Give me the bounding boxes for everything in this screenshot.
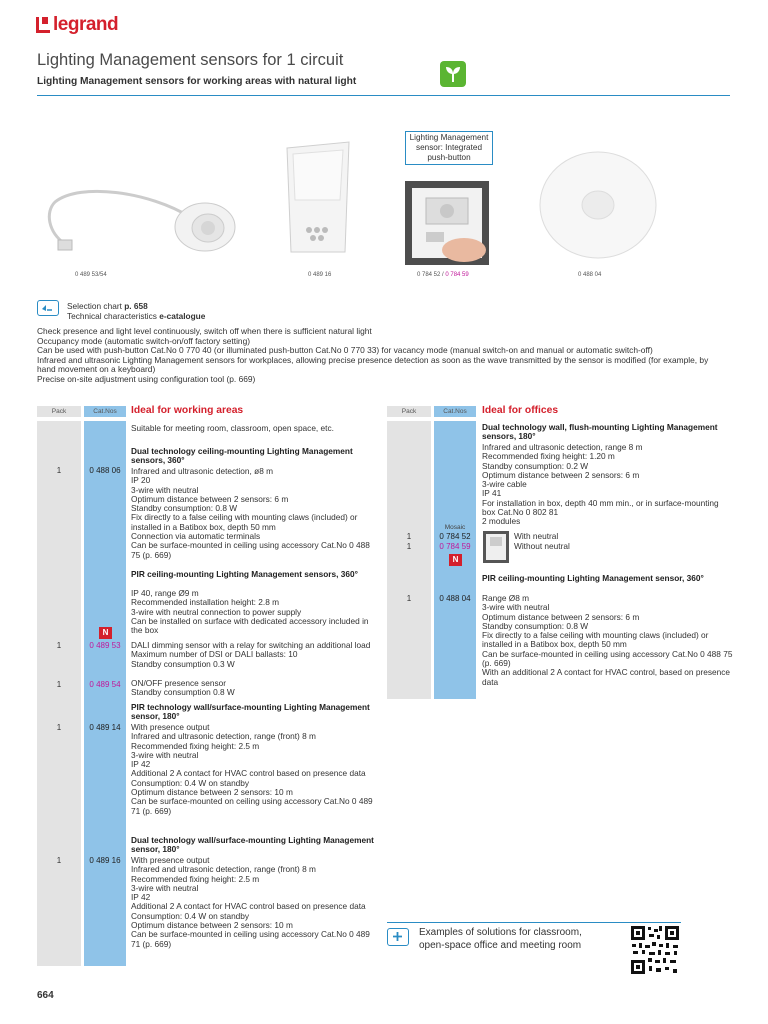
spec-line: 3-wire cable	[482, 479, 527, 490]
pack-value: 1	[56, 641, 62, 650]
cat-header: Cat.Nos	[434, 406, 476, 417]
pack-value: 1	[406, 532, 412, 541]
spec-line: 3-wire with neutral	[482, 602, 550, 613]
title-divider	[37, 95, 730, 96]
spec-line: Fix directly to a false ceiling with mounting claws (included) or installed in a Batibox box, depth 50 mm	[131, 512, 358, 532]
spec-line: With an additional 2 A contact for HVAC control, based on presence data	[482, 667, 730, 687]
intro-line: Infrared and ultrasonic Lighting Management sensors for workplaces, allowing precise presence detection as soon as the wave transmitted by the sensor is modified (for example, by hand movement on a keyboard)	[37, 354, 709, 375]
left-block1-title: Dual technology ceiling-mounting Lighting Management sensors, 360°	[131, 446, 353, 466]
eco-leaf-icon	[440, 61, 466, 87]
qr-code-icon[interactable]	[630, 925, 680, 975]
callout-label: Lighting Management sensor: Integrated push-button	[405, 131, 493, 165]
pack-value: 1	[406, 542, 412, 551]
spec-line: Recommended fixing height: 2.5 m	[131, 740, 260, 751]
product-image-flush-sensor	[404, 180, 490, 271]
pack-column	[387, 421, 431, 699]
legrand-logo	[36, 14, 118, 36]
left-block3-specs	[131, 723, 381, 816]
product-code-b: 0 784 59	[445, 272, 469, 278]
spec-line: Infrared and ultrasonic detection, range 8 m	[482, 442, 643, 452]
pack-value: 1	[56, 466, 62, 475]
spec-line: Optimum distance between 2 sensors: 6 m	[482, 469, 640, 480]
e-catalogue-label: e-catalogue	[159, 311, 206, 321]
pack-column	[37, 421, 81, 966]
spec-line: IP 42	[131, 892, 151, 903]
mosaic-product-thumbnail	[482, 530, 510, 569]
pack-value: 1	[406, 594, 412, 603]
examples-divider	[387, 922, 681, 923]
pack-value: 1	[56, 856, 62, 865]
spec-line: Recommended installation height: 2.8 m	[131, 597, 280, 608]
page-title: Lighting Management sensors for 1 circuit	[37, 51, 344, 69]
spec-line: Optimum distance between 2 sensors: 6 m	[131, 493, 289, 504]
cat-number: 0 489 16	[89, 856, 121, 865]
left-block3-title: PIR technology wall/surface-mounting Lighting Management sensor, 180°	[131, 702, 370, 722]
cat-number: 0 488 06	[89, 466, 121, 475]
spec-line: Infrared and ultrasonic detection, ø8 m	[131, 466, 274, 476]
new-badge: N	[449, 554, 462, 566]
cat-number: 0 784 59	[439, 542, 471, 551]
spec-line: Can be installed on surface with dedicated accessory included in the box	[131, 615, 369, 636]
spec-line: 3-wire with neutral	[131, 484, 199, 495]
pack-header: Pack	[387, 406, 431, 417]
product-image-ceiling-sensor	[538, 150, 658, 265]
spec-line: Standby consumption: 0.2 W	[482, 460, 589, 471]
product-image-wall-sensor	[283, 140, 353, 265]
new-badge: N	[99, 627, 112, 639]
cat-number: 0 784 52	[439, 532, 471, 541]
spec-line: Can be surface-mounted in ceiling using accessory Cat.No 0 488 75 (p. 669)	[482, 648, 733, 669]
page-subtitle: Lighting Management sensors for working areas with natural light	[37, 76, 357, 87]
legrand-logo-icon	[36, 17, 50, 33]
spec-line: IP 41	[482, 488, 502, 499]
spec-line: DALI dimming sensor with a relay for switching an additional load	[131, 640, 371, 650]
spec-line: With presence output	[131, 855, 210, 865]
section-title-working-areas: Ideal for working areas	[131, 405, 244, 416]
spec-line: Can be surface-mounted in ceiling using accessory Cat.No 0 489 71 (p. 669)	[131, 929, 370, 949]
mosaic-label: Mosaic	[444, 524, 466, 531]
spec-line: Additional 2 A contact for HVAC control based on presence data	[131, 901, 366, 912]
cat-number: 0 489 53	[89, 641, 121, 650]
spec-line: Consumption: 0.4 W on standby	[131, 910, 250, 921]
spec-line: For installation in box, depth 40 mm min., or in surface-mounting box Cat.No 0 802 81	[482, 497, 719, 518]
spec-line: Standby consumption 0.3 W	[131, 658, 235, 669]
spec-line: Can be surface-mounted on ceiling using accessory Cat.No 0 489 71 (p. 669)	[131, 796, 373, 816]
left-block2-row2-specs	[131, 679, 381, 698]
intro-line: Can be used with push-button Cat.No 0 770 40 (or illuminated push-button Cat.No 0 770 33) for vacancy mode (manual switch-on and manual or automatic switch-off)	[37, 345, 653, 356]
right-block1-title: Dual technology wall, flush-mounting Lighting Management sensors, 180°	[482, 422, 718, 442]
pack-header: Pack	[37, 406, 81, 417]
spec-line: Standby consumption 0.8 W	[131, 687, 235, 698]
spec-line: 2 modules	[482, 516, 521, 527]
spec-line: IP 20	[131, 475, 151, 486]
spec-line: Connection via automatic terminals	[131, 531, 261, 542]
cat-number: 0 489 14	[89, 723, 121, 732]
spec-line: ON/OFF presence sensor	[131, 678, 226, 688]
left-block2-specs	[131, 589, 381, 635]
page-number: 664	[37, 990, 54, 1001]
catalogue-icon	[37, 300, 59, 316]
spec-line: IP 42	[131, 759, 151, 770]
product-code-separator: /	[440, 272, 446, 278]
spec-line: Fix directly to a false ceiling with mounting claws (included) or installed in a Batibox box, depth 50 mm	[482, 630, 709, 650]
product-code: 0 489 53/54	[75, 272, 107, 278]
spec-line: 3-wire with neutral connection to power supply	[131, 606, 302, 617]
spec-line: With presence output	[131, 722, 210, 732]
right-block2-title: PIR ceiling-mounting Lighting Management sensor, 360°	[482, 573, 704, 583]
product-code-a: 0 784 52	[417, 272, 441, 278]
right-block1-specs	[482, 443, 732, 527]
cat-header: Cat.Nos	[84, 406, 126, 417]
variant-with-neutral: With neutral	[514, 531, 559, 541]
intro-paragraph	[37, 327, 727, 385]
spec-line: Additional 2 A contact for HVAC control based on presence data	[131, 768, 366, 779]
intro-line: Occupancy mode (automatic switch-on/off factory setting)	[37, 335, 251, 346]
spec-line: Optimum distance between 2 sensors: 10 m	[131, 787, 293, 798]
technical-characteristics-link[interactable]	[67, 311, 205, 321]
left-block1-specs	[131, 467, 381, 560]
spec-line: Optimum distance between 2 sensors: 10 m	[131, 920, 293, 931]
cat-number: 0 489 54	[89, 680, 121, 689]
spec-line: Standby consumption: 0.8 W	[482, 620, 589, 631]
spec-line: 3-wire with neutral	[131, 882, 199, 893]
examples-line: Examples of solutions for classroom,	[419, 927, 582, 938]
selection-chart-page: p. 658	[124, 301, 148, 311]
left-intro-text: Suitable for meeting room, classroom, open space, etc.	[131, 423, 334, 433]
left-block4-specs	[131, 856, 381, 949]
spec-line: 3-wire with neutral	[131, 749, 199, 760]
cat-column	[84, 421, 126, 966]
intro-line: Check presence and light level continuously, switch off when there is sufficient natural light	[37, 326, 372, 336]
product-code: 0 488 04	[578, 272, 602, 278]
selection-chart-label: Selection chart	[67, 301, 125, 311]
spec-line: Recommended fixing height: 2.5 m	[131, 873, 260, 884]
spec-line: Maximum number of DSI or DALI ballasts: 10	[131, 649, 298, 660]
intro-line: Precise on-site adjustment using configuration tool (p. 669)	[37, 373, 256, 384]
brand-name: legrand	[53, 14, 119, 35]
spec-line: Infrared and ultrasonic detection, range (front) 8 m	[131, 864, 316, 875]
pack-value: 1	[56, 723, 62, 732]
spec-line: IP 40, range Ø9 m	[131, 588, 199, 598]
plus-solutions-icon	[387, 928, 409, 946]
left-block4-title: Dual technology wall/surface-mounting Lighting Management sensor, 180°	[131, 835, 374, 855]
technical-characteristics-label: Technical characteristics	[67, 311, 160, 321]
pack-value: 1	[56, 680, 62, 689]
section-title-offices: Ideal for offices	[482, 405, 559, 416]
spec-line: Standby consumption: 0.8 W	[131, 503, 238, 514]
spec-line: Infrared and ultrasonic detection, range (front) 8 m	[131, 731, 316, 742]
right-block2-specs	[482, 594, 734, 687]
spec-line: Recommended fixing height: 1.20 m	[482, 451, 615, 462]
spec-line: Can be surface-mounted in ceiling using accessory Cat.No 0 488 75 (p. 669)	[131, 540, 370, 560]
spec-line: Optimum distance between 2 sensors: 6 m	[482, 611, 640, 622]
examples-link[interactable]	[419, 926, 582, 952]
selection-chart-link[interactable]	[67, 301, 148, 311]
spec-line: Range Ø8 m	[482, 593, 530, 603]
left-block2-row1-specs	[131, 641, 381, 669]
examples-line: open-space office and meeting room	[419, 940, 582, 951]
cat-number: 0 488 04	[439, 594, 471, 603]
product-code: 0 489 16	[308, 272, 332, 278]
variant-without-neutral: Without neutral	[514, 541, 570, 551]
product-image-cable-sensor	[40, 172, 240, 267]
left-block2-title: PIR ceiling-mounting Lighting Management sensors, 360°	[131, 569, 358, 579]
spec-line: Consumption: 0.4 W on standby	[131, 777, 250, 788]
product-code-pair	[417, 272, 469, 278]
